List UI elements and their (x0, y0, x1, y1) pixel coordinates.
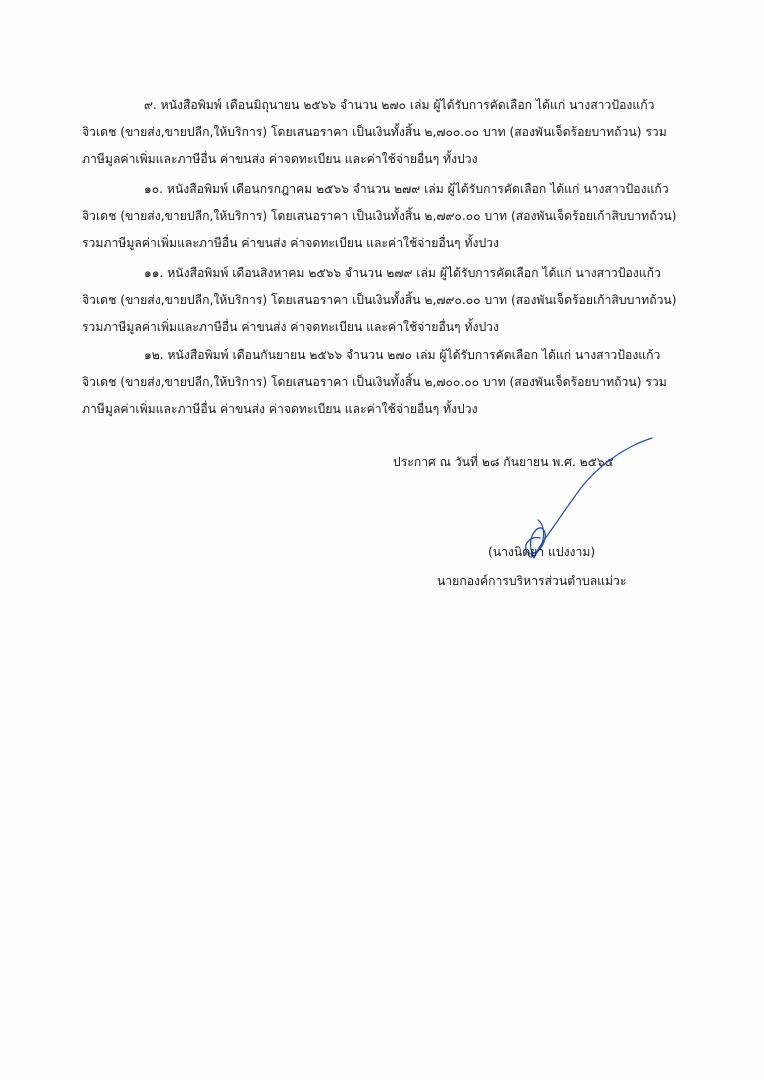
paragraph-line: จิวเดช (ขายส่ง,ขายปลีก,ให้บริการ) โดยเสนอราคา เป็นเงินทั้งสิ้น ๒,๗๙๐.๐๐ บาท (สองพันเจ็ดร้อยเก้าสิบบาทถ้วน) (82, 293, 677, 307)
paragraph-item-9 (82, 92, 702, 173)
paragraph-item-11 (82, 260, 702, 341)
paragraph-line: จิวเดช (ขายส่ง,ขายปลีก,ให้บริการ) โดยเสนอราคา เป็นเงินทั้งสิ้น ๒,๗๐๐.๐๐ บาท (สองพันเจ็ดร้อยบาทถ้วน) รวม (82, 125, 667, 139)
paragraph-item-10 (82, 176, 702, 257)
paragraph-line: ๑๐. หนังสือพิมพ์ เดือนกรกฎาคม ๒๕๖๖ จำนวน ๒๗๙ เล่ม ผู้ได้รับการคัดเลือก ได้แก่ นางสาวป้องแก้ว (144, 182, 669, 196)
paragraph-line: ภาษีมูลค่าเพิ่มและภาษีอื่น ค่าขนส่ง ค่าจดทะเบียน และค่าใช้จ่ายอื่นๆ ทั้งปวง (82, 402, 478, 416)
paragraph-line: รวมภาษีมูลค่าเพิ่มและภาษีอื่น ค่าขนส่ง ค่าจดทะเบียน และค่าใช้จ่ายอื่นๆ ทั้งปวง (82, 320, 499, 334)
paragraph-line: ๑๑. หนังสือพิมพ์ เดือนสิงหาคม ๒๕๖๖ จำนวน ๒๗๙ เล่ม ผู้ได้รับการคัดเลือก ได้แก่ นางสาวป้องแก้ว (144, 266, 661, 280)
paragraph-line: รวมภาษีมูลค่าเพิ่มและภาษีอื่น ค่าขนส่ง ค่าจดทะเบียน และค่าใช้จ่ายอื่นๆ ทั้งปวง (82, 236, 499, 250)
paragraph-line: ๙. หนังสือพิมพ์ เดือนมิถุนายน ๒๕๖๖ จำนวน ๒๗๐ เล่ม ผู้ได้รับการคัดเลือก ได้แก่ นางสาวป้องแก้ว (144, 98, 655, 112)
paragraph-line: ภาษีมูลค่าเพิ่มและภาษีอื่น ค่าขนส่ง ค่าจดทะเบียน และค่าใช้จ่ายอื่นๆ ทั้งปวง (82, 152, 478, 166)
paragraph-item-12 (82, 342, 702, 423)
paragraph-line: จิวเดช (ขายส่ง,ขายปลีก,ให้บริการ) โดยเสนอราคา เป็นเงินทั้งสิ้น ๒,๗๐๐.๐๐ บาท (สองพันเจ็ดร้อยบาทถ้วน) รวม (82, 375, 667, 389)
announcement-date: ประกาศ ณ วันที่ ๒๘ กันยายน พ.ศ. ๒๕๖๕ (393, 455, 614, 469)
paragraph-line: ๑๒. หนังสือพิมพ์ เดือนกันยายน ๒๕๖๖ จำนวน ๒๗๐ เล่ม ผู้ได้รับการคัดเลือก ได้แก่ นางสาวป้องแก้ว (144, 348, 661, 362)
paragraph-line: จิวเดช (ขายส่ง,ขายปลีก,ให้บริการ) โดยเสนอราคา เป็นเงินทั้งสิ้น ๒,๗๙๐.๐๐ บาท (สองพันเจ็ดร้อยเก้าสิบบาทถ้วน) (82, 209, 677, 223)
signatory-name: (นางนิตยา แปงงาม) (488, 545, 596, 559)
signatory-title: นายกองค์การบริหารส่วนตำบลแม่วะ (437, 574, 627, 588)
